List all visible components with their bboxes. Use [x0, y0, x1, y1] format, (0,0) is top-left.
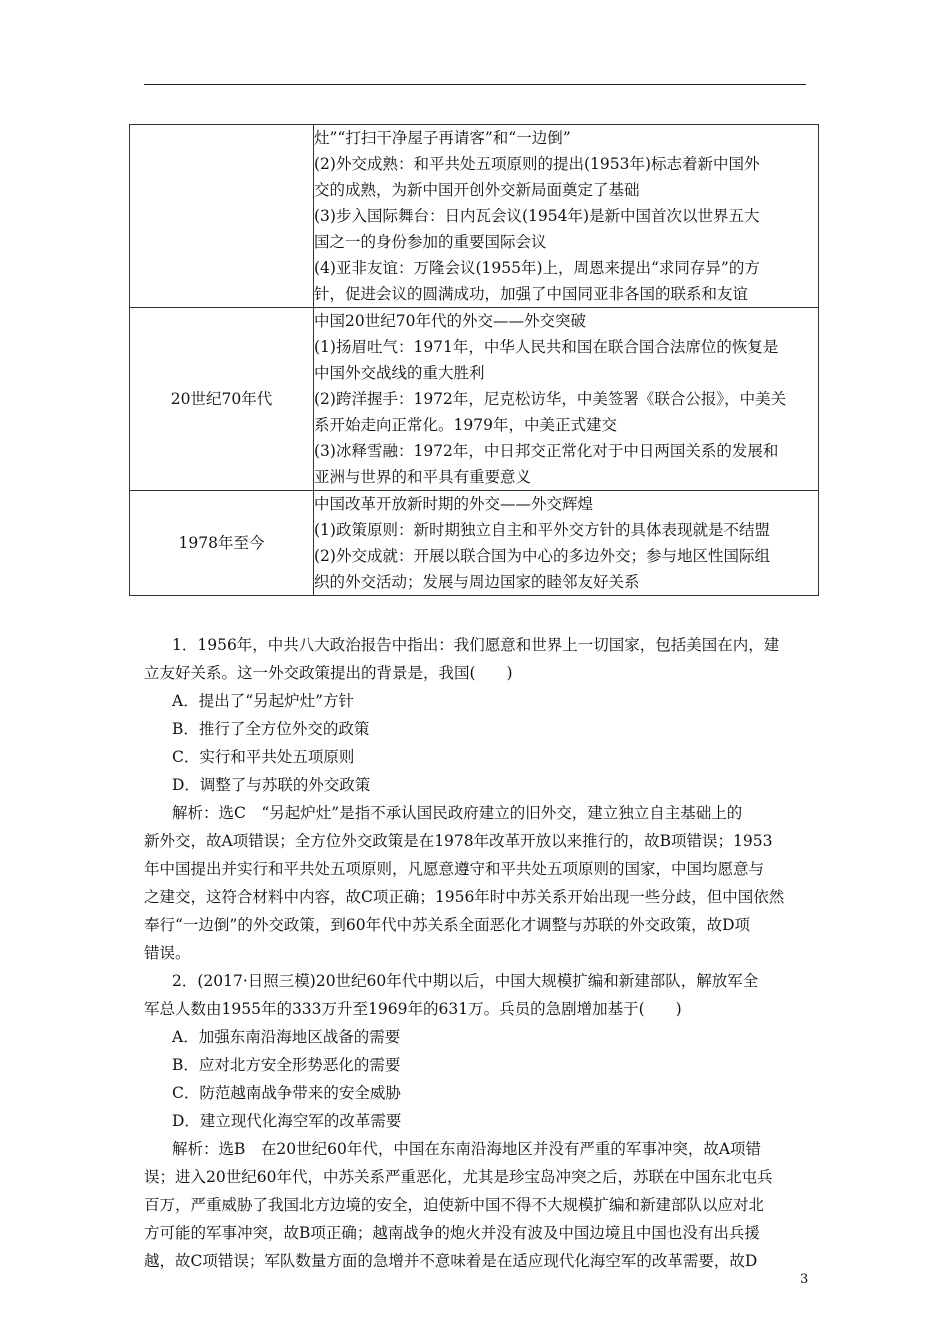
content-cell	[314, 491, 819, 596]
content-line: (2)外交成就：开展以联合国为中心的多边外交；参与地区性国际组	[314, 547, 770, 565]
content-line: (2)外交成熟：和平共处五项原则的提出(1953年)标志着新中国外	[314, 155, 760, 173]
content-line: 针，促进会议的圆满成功，加强了中国同亚非各国的联系和友谊	[314, 285, 749, 303]
content-line: (1)扬眉吐气：1971年，中华人民共和国在联合国合法席位的恢复是	[314, 338, 779, 356]
analysis-text: 解析：选B 在20世纪60年代，中国在东南沿海地区并没有严重的军事冲突，故A项错	[172, 1140, 762, 1158]
diplomacy-summary-table	[129, 124, 819, 596]
analysis-text: 错误。	[144, 944, 191, 962]
content-line: 系开始走向正常化。1979年，中美正式建交	[314, 416, 617, 434]
content-line: (1)政策原则：新时期独立自主和平外交方针的具体表现就是不结盟	[314, 521, 770, 539]
question-stem: 军总人数由1955年的333万升至1969年的631万。兵员的急剧增加基于( )	[144, 1000, 682, 1018]
analysis-text: 方可能的军事冲突，故B项正确；越南战争的炮火并没有波及中国边境且中国也没有出兵援	[144, 1224, 760, 1242]
option-b: B．应对北方安全形势恶化的需要	[172, 1056, 401, 1074]
period-cell: 1978年至今	[130, 491, 314, 596]
content-line: (4)亚非友谊：万隆会议(1955年)上，周恩来提出“求同存异”的方	[314, 259, 760, 277]
content-cell	[314, 308, 819, 491]
question-stem: 2．(2017·日照三模)20世纪60年代中期以后，中国大规模扩编和新建部队，解放军全	[172, 972, 759, 990]
page-number: 3	[800, 1272, 809, 1287]
option-d: D．建立现代化海空军的改革需要	[172, 1112, 402, 1130]
content-line: 亚洲与世界的和平具有重要意义	[314, 468, 532, 486]
content-line: 灶”“打扫干净屋子再请客”和“一边倒”	[314, 129, 571, 147]
period-cell	[130, 125, 314, 308]
analysis-text: 新外交，故A项错误；全方位外交政策是在1978年改革开放以来推行的，故B项错误；1953	[144, 832, 773, 850]
analysis-text: 奉行“一边倒”的外交政策，到60年代中苏关系全面恶化才调整与苏联的外交政策，故D项	[144, 916, 751, 934]
content-line: 交的成熟，为新中国开创外交新局面奠定了基础	[314, 181, 640, 199]
content-line: 织的外交活动；发展与周边国家的睦邻友好关系	[314, 573, 640, 591]
option-c: C．实行和平共处五项原则	[172, 748, 355, 766]
option-a: A．提出了“另起炉灶”方针	[172, 692, 355, 710]
option-b: B．推行了全方位外交的政策	[172, 720, 370, 738]
analysis-text: 百万，严重威胁了我国北方边境的安全，迫使新中国不得不大规模扩编和新建部队以应对北	[144, 1196, 765, 1214]
table-row	[130, 125, 819, 308]
table-row	[130, 491, 819, 596]
analysis-text: 误；进入20世纪60年代，中苏关系严重恶化，尤其是珍宝岛冲突之后，苏联在中国东北屯兵	[144, 1168, 773, 1186]
content-cell	[314, 125, 819, 308]
question-stem: 立友好关系。这一外交政策提出的背景是，我国( )	[144, 664, 513, 682]
option-d: D．调整了与苏联的外交政策	[172, 776, 371, 794]
question-stem: 1．1956年，中共八大政治报告中指出：我们愿意和世界上一切国家，包括美国在内，建	[172, 636, 780, 654]
period-cell: 20世纪70年代	[130, 308, 314, 491]
option-c: C．防范越南战争带来的安全威胁	[172, 1084, 401, 1102]
content-line: 中国20世纪70年代的外交——外交突破	[314, 312, 586, 330]
option-a: A．加强东南沿海地区战备的需要	[172, 1028, 401, 1046]
content-line: (3)步入国际舞台：日内瓦会议(1954年)是新中国首次以世界五大	[314, 207, 760, 225]
content-line: 中国外交战线的重大胜利	[314, 364, 485, 382]
questions-section	[144, 631, 812, 1275]
analysis-text: 年中国提出并实行和平共处五项原则，凡愿意遵守和平共处五项原则的国家，中国均愿意与	[144, 860, 765, 878]
content-line: (3)冰释雪融：1972年，中日邦交正常化对于中日两国关系的发展和	[314, 442, 779, 460]
content-line: 国之一的身份参加的重要国际会议	[314, 233, 547, 251]
analysis-text: 越，故C项错误；军队数量方面的急增并不意味着是在适应现代化海空军的改革需要，故D	[144, 1252, 758, 1270]
analysis-text: 之建交，这符合材料中内容，故C项正确；1956年时中苏关系开始出现一些分歧，但中国依然	[144, 888, 785, 906]
content-line: (2)跨洋握手：1972年，尼克松访华，中美签署《联合公报》，中美关	[314, 390, 787, 408]
header-rule	[144, 84, 806, 85]
content-line: 中国改革开放新时期的外交——外交辉煌	[314, 495, 594, 513]
analysis-text: 解析：选C “另起炉灶”是指不承认国民政府建立的旧外交，建立独立自主基础上的	[172, 804, 743, 822]
table-row	[130, 308, 819, 491]
